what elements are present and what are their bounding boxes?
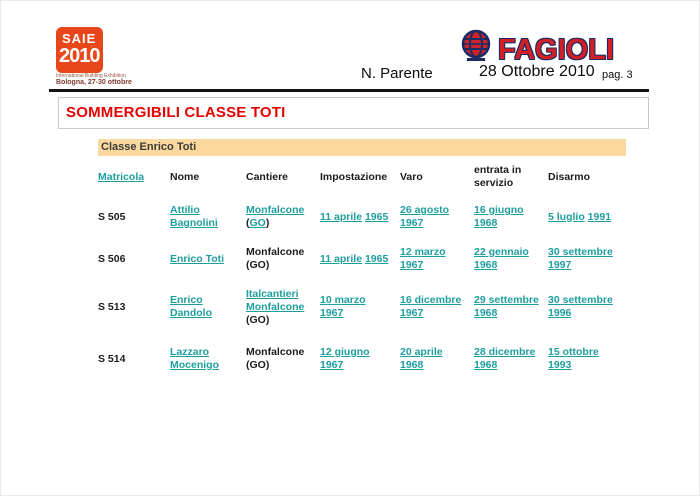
- cell-line: [246, 346, 312, 359]
- table-link[interactable]: Monfalcone: [246, 204, 305, 216]
- cell-text: (GO): [246, 359, 270, 371]
- cell-line: [170, 294, 238, 307]
- table-row: [98, 239, 626, 279]
- table-link[interactable]: 1965: [364, 210, 389, 223]
- table-link[interactable]: 12 giugno: [320, 346, 370, 358]
- table-link[interactable]: 28 dicembre: [474, 346, 536, 358]
- cell-text: (: [246, 217, 250, 229]
- cell-line: [246, 359, 312, 372]
- header-cell-2: [246, 159, 320, 195]
- cell-line: [400, 171, 466, 184]
- cell-line: [246, 301, 312, 314]
- table-cell: [400, 239, 474, 279]
- saie-2010-logo: [56, 27, 103, 73]
- saie-logo-year: 2010: [59, 45, 100, 67]
- table-link[interactable]: 11 aprile: [320, 210, 363, 223]
- table-row: [98, 195, 626, 239]
- cell-line: [170, 253, 238, 266]
- cell-text: ): [265, 217, 270, 229]
- saie-logo-location: Bologna, 27-30 ottobre: [56, 79, 132, 86]
- table-link[interactable]: 5 luglio: [548, 210, 585, 223]
- table-link[interactable]: 1993: [548, 359, 572, 371]
- cell-text: Monfalcone: [246, 246, 305, 258]
- table-link[interactable]: 11 aprile: [320, 252, 363, 265]
- cell-text: Monfalcone: [246, 346, 305, 358]
- table-link[interactable]: 1967: [320, 307, 344, 319]
- header-text: entrata in: [474, 164, 522, 176]
- cell-line: [170, 346, 238, 359]
- header-cell-0: [98, 159, 170, 195]
- table-link[interactable]: Dandolo: [170, 307, 212, 319]
- header-text: Nome: [170, 170, 200, 183]
- header-cell-4: [400, 159, 474, 195]
- table-link[interactable]: Enrico Toti: [170, 252, 225, 265]
- cell-text: (GO): [246, 259, 270, 271]
- cell-line: [400, 307, 466, 320]
- header-text: Varo: [400, 170, 423, 183]
- cell-line: [246, 288, 312, 301]
- cell-line: [474, 294, 540, 307]
- table-link[interactable]: 1965: [364, 252, 389, 265]
- table-cell: [400, 195, 474, 239]
- table-link[interactable]: 1968: [474, 259, 498, 271]
- table-link[interactable]: 10 marzo: [320, 294, 366, 306]
- cell-line: [548, 294, 618, 307]
- cell-line: [548, 246, 618, 259]
- table-cell: [98, 195, 170, 239]
- table-link[interactable]: 1968: [400, 359, 424, 371]
- cell-line: [474, 307, 540, 320]
- table-cell: [246, 239, 320, 279]
- header-link[interactable]: Matricola: [98, 170, 145, 183]
- table-row: [98, 279, 626, 335]
- table-link[interactable]: 26 agosto: [400, 204, 450, 216]
- cell-line: [170, 307, 238, 320]
- cell-line: [170, 171, 238, 184]
- cell-text: S 514: [98, 352, 126, 365]
- table-row: [98, 335, 626, 383]
- table-link[interactable]: Lazzaro: [170, 346, 210, 358]
- cell-line: [474, 204, 540, 217]
- table-cell: [320, 239, 400, 279]
- table-cell: [474, 335, 548, 383]
- fagioli-wordmark: FAGIOLI: [498, 33, 614, 66]
- cell-line: [400, 217, 466, 230]
- table-link[interactable]: 16 giugno: [474, 204, 524, 216]
- table-link[interactable]: Bagnolini: [170, 217, 218, 229]
- cell-line: [474, 177, 540, 190]
- table-cell: [170, 279, 246, 335]
- table-link[interactable]: 12 marzo: [400, 246, 446, 258]
- cell-text: S 505: [98, 210, 126, 223]
- table-link[interactable]: Attilio: [170, 204, 200, 216]
- cell-line: [320, 253, 392, 266]
- table-link[interactable]: Enrico: [170, 294, 203, 306]
- header-text: Disarmo: [548, 170, 591, 183]
- table-cell: [548, 279, 626, 335]
- cell-line: [474, 359, 540, 372]
- table-link[interactable]: 1996: [548, 307, 572, 319]
- table-cell: [246, 195, 320, 239]
- table-body: [98, 195, 626, 383]
- cell-line: [548, 211, 618, 224]
- table-link[interactable]: 1967: [400, 217, 424, 229]
- header-divider: [49, 89, 649, 92]
- cell-line: [98, 253, 162, 266]
- cell-line: [320, 171, 392, 184]
- table-link[interactable]: Italcantieri: [246, 287, 299, 300]
- table-cell: [170, 239, 246, 279]
- table-cell: [98, 335, 170, 383]
- table-link[interactable]: 30 settembre: [548, 246, 613, 258]
- cell-line: [246, 171, 312, 184]
- toti-table: [98, 159, 626, 383]
- header-cell-5: [474, 159, 548, 195]
- table-cell: [98, 279, 170, 335]
- cell-line: [98, 353, 162, 366]
- cell-line: [246, 204, 312, 217]
- table-cell: [474, 239, 548, 279]
- table-cell: [474, 279, 548, 335]
- cell-line: [98, 171, 162, 184]
- cell-line: [320, 346, 392, 359]
- table-cell: [548, 335, 626, 383]
- cell-line: [548, 359, 618, 372]
- slide-date: 28 Ottobre 2010: [479, 63, 595, 80]
- cell-line: [400, 294, 466, 307]
- cell-line: [400, 204, 466, 217]
- header-text: Impostazione: [320, 170, 388, 183]
- table-cell: [320, 195, 400, 239]
- cell-line: [400, 246, 466, 259]
- table-link[interactable]: 1968: [474, 359, 498, 371]
- table-link[interactable]: 15 ottobre: [548, 346, 599, 358]
- cell-line: [98, 211, 162, 224]
- header-cell-6: [548, 159, 626, 195]
- cell-line: [320, 307, 392, 320]
- cell-line: [246, 217, 312, 230]
- cell-line: [474, 164, 540, 177]
- cell-line: [474, 346, 540, 359]
- cell-line: [474, 259, 540, 272]
- table-cell: [548, 195, 626, 239]
- page-title: SOMMERGIBILI CLASSE TOTI: [58, 97, 649, 129]
- table-cell: [320, 335, 400, 383]
- page-number: pag. 3: [602, 69, 633, 81]
- table-cell: [548, 239, 626, 279]
- cell-line: [548, 346, 618, 359]
- cell-line: [246, 246, 312, 259]
- table-link[interactable]: Monfalcone: [246, 300, 305, 313]
- table-caption: Classe Enrico Toti: [98, 139, 626, 156]
- table-link[interactable]: 22 gennaio: [474, 246, 529, 258]
- cell-text: S 513: [98, 300, 126, 313]
- table-link[interactable]: 1991: [587, 210, 612, 223]
- saie-logo-text: SAIE: [62, 31, 97, 46]
- cell-text: S 506: [98, 252, 126, 265]
- cell-line: [170, 359, 238, 372]
- table-cell: [170, 195, 246, 239]
- table-cell: [400, 335, 474, 383]
- table-cell: [320, 279, 400, 335]
- table-cell: [170, 335, 246, 383]
- table-link[interactable]: GO: [249, 217, 266, 229]
- header-text: servizio: [474, 177, 514, 189]
- cell-line: [320, 211, 392, 224]
- saie-logo-subtitle: International Building Exhibition: [56, 73, 126, 79]
- table-link[interactable]: 1967: [320, 359, 344, 371]
- cell-line: [400, 259, 466, 272]
- cell-line: [548, 171, 618, 184]
- table-link[interactable]: 1997: [548, 259, 572, 271]
- header-text: Cantiere: [246, 170, 289, 183]
- cell-text: (GO): [246, 313, 270, 326]
- cell-line: [474, 246, 540, 259]
- cell-line: [98, 301, 162, 314]
- table-link[interactable]: 1967: [400, 259, 424, 271]
- cell-line: [246, 259, 312, 272]
- table-link[interactable]: 1967: [400, 307, 424, 319]
- table-cell: [474, 195, 548, 239]
- table-link[interactable]: 1968: [474, 307, 498, 319]
- cell-line: [400, 346, 466, 372]
- cell-line: [548, 259, 618, 272]
- cell-line: [320, 359, 392, 372]
- table-link[interactable]: Mocenigo: [170, 359, 219, 371]
- header-cell-1: [170, 159, 246, 195]
- table-cell: [246, 279, 320, 335]
- table-link[interactable]: 20 aprile: [400, 346, 443, 358]
- table-link[interactable]: 30 settembre: [548, 294, 613, 306]
- table-link[interactable]: 1968: [474, 217, 498, 229]
- header-cell-3: [320, 159, 400, 195]
- table-cell: [98, 239, 170, 279]
- table-header-row: [98, 159, 626, 195]
- cell-line: [548, 307, 618, 320]
- cell-line: [246, 314, 312, 327]
- cell-line: [474, 217, 540, 230]
- cell-line: [170, 217, 238, 230]
- table-cell: [400, 279, 474, 335]
- table-cell: [246, 335, 320, 383]
- cell-line: [320, 294, 392, 307]
- author-name: N. Parente: [361, 65, 433, 82]
- cell-line: [170, 204, 238, 217]
- table-link[interactable]: 16 dicembre: [400, 294, 462, 306]
- table-link[interactable]: 29 settembre: [474, 294, 539, 306]
